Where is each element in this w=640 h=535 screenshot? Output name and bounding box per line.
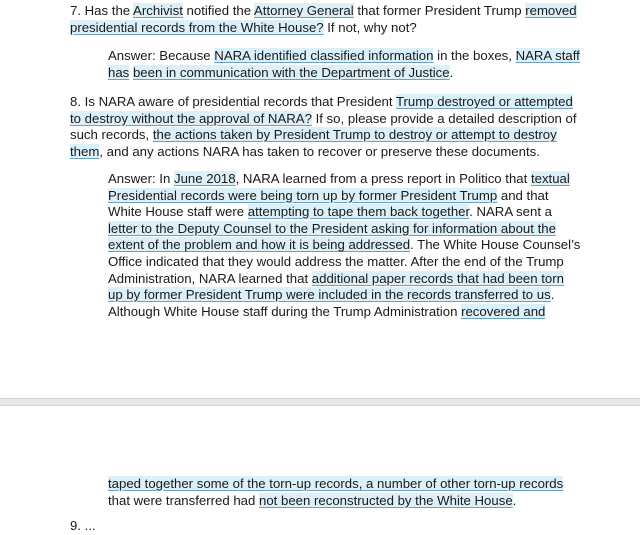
highlight-torn-up-records: textual Presidential records were being torn up by former President Trump (108, 171, 570, 203)
highlight-nara-classified: NARA identified classified information (214, 48, 434, 63)
highlight-archivist: Archivist (133, 3, 183, 18)
highlight-actions-taken: the actions taken by President Trump to destroy or attempt to destroy them (70, 127, 557, 159)
highlight-additional-records: additional paper records that had been torn up by former President Trump were included in the records transferred to us (108, 270, 564, 303)
question-7: 7. Has the Archivist notified the Attorney General that former President Trump removed presidential records from the White House? If not, why not? (70, 3, 577, 35)
highlight-attorney-general: Attorney General (254, 3, 354, 18)
highlight-not-reconstructed: not been reconstructed by the White House (259, 492, 513, 508)
highlight-recovered: recovered and (461, 303, 546, 319)
highlight-nara-staff: NARA staff has (108, 48, 580, 80)
answer-8: Answer: In June 2018, NARA learned from a press report in Politico that textual Presidential records were being torn up by former President Trump and that White House staff were attempting to tape them back together. NARA sent a letter to the Deputy Counsel to the President asking for information about the extent of the problem and how it is being addressed. The White House Counsel’s Office indicated that they would address the matter. After the end of the Trump Administration, NARA learned that additional paper records that had been torn up by former President Trump were included in the records transferred to us. Although White House staff during the Trump Administration recovered and (108, 171, 581, 319)
document-page-2 (0, 406, 640, 528)
page-separator (0, 398, 640, 406)
highlight-doj-communication: been in communication with the Department of Justice (132, 64, 450, 80)
answer-7: Answer: Because NARA identified classified information in the boxes, NARA staff has been in communication with the Department of Justice. (108, 48, 580, 80)
next-question-fragment: 9. ... (70, 518, 96, 533)
highlight-removed-records: removed presidential records from the White House? (70, 3, 577, 35)
question-8: 8. Is NARA aware of presidential records that President Trump destroyed or attempted to destroy without the approval of NARA? If so, please provide a detailed description of such records, the actions taken by President Trump to destroy or attempt to destroy them, and any actions NARA has taken to recover or preserve these documents. (70, 94, 577, 159)
highlight-june-2018: June 2018 (173, 171, 236, 186)
highlight-taped-together: taped together some of the torn-up records, a number of other torn-up records (108, 476, 564, 491)
highlight-tape-together: attempting to tape them back together (247, 204, 470, 220)
highlight-trump-destroyed: Trump destroyed or attempted to destroy without the approval of NARA? (70, 94, 573, 126)
answer-8-continued: taped together some of the torn-up records, a number of other torn-up records that were transferred had not been reconstructed by the White House. (108, 476, 564, 508)
highlight-deputy-counsel-letter: letter to the Deputy Counsel to the President asking for information about the extent of the problem and how it is being addressed (108, 220, 556, 253)
